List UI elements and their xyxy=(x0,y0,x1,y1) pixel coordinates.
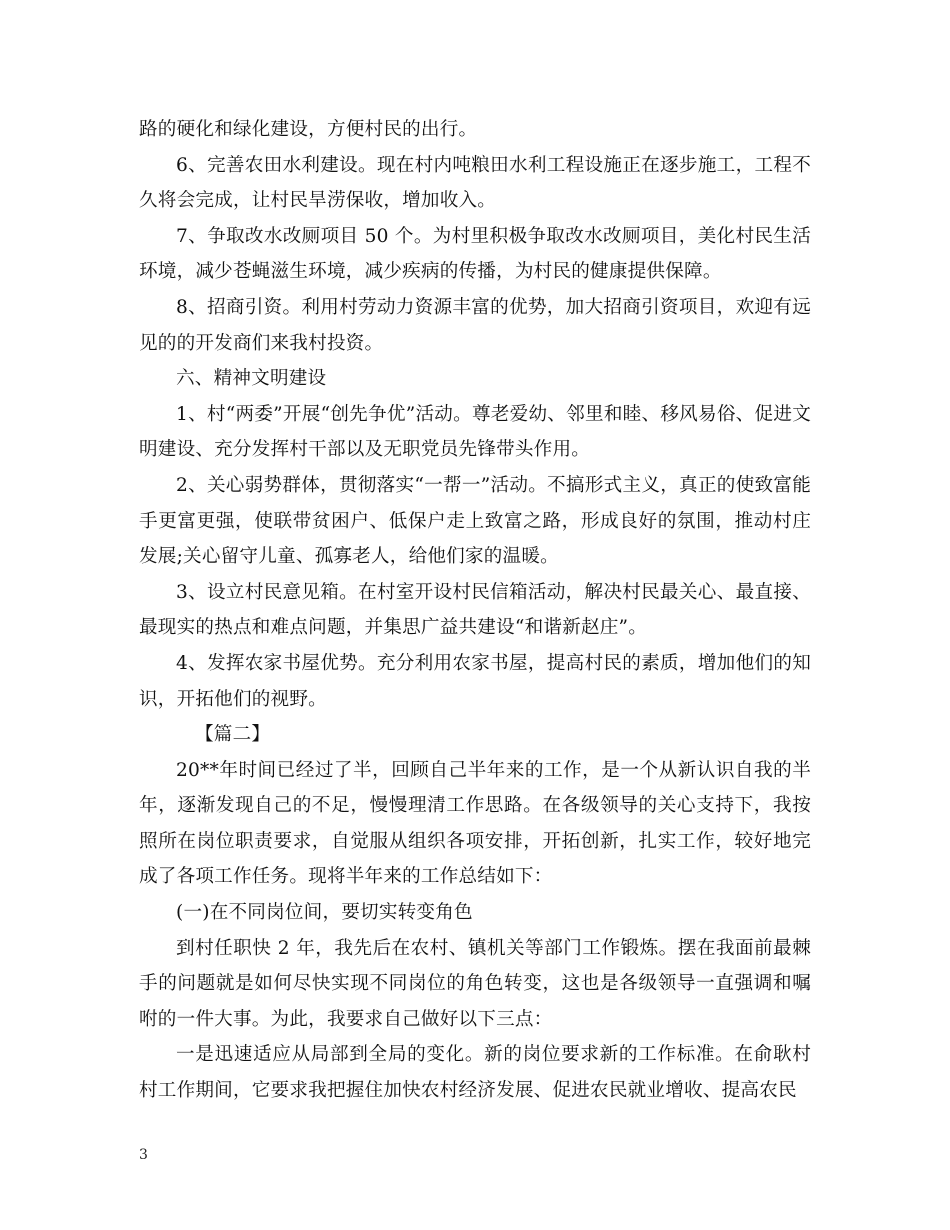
page-number: 3 xyxy=(139,1147,148,1163)
chapter-heading-part-two: 【篇二】 xyxy=(195,724,271,746)
document-body xyxy=(139,112,811,1109)
paragraph-3: 7、争取改水改厕项目 50 个。为村里积极争取改水改厕项目，美化村民生活环境，减少苍蝇滋生环境，减少疾病的传播，为村民的健康提供保障。 xyxy=(139,225,811,283)
paragraph-1: 路的硬化和绿化建设，方便村民的出行。 xyxy=(139,119,478,140)
paragraph-8: 3、设立村民意见箱。在村室开设村民信箱活动，解决村民最关心、最直接、最现实的热点和难点问题，并集思广益共建设“和谐新赵庄”。 xyxy=(139,581,811,639)
section-heading-six: 六、精神文明建设 xyxy=(176,368,327,390)
paragraph-13: 到村任职快 2 年，我先后在农村、镇机关等部门工作锻炼。摆在我面前最棘手的问题就是如何尽快实现不同岗位的角色转变，这也是各级领导一直强调和嘱咐的一件大事。为此，我要求自己做好以下三点： xyxy=(139,937,811,1030)
paragraph-11: 20**年时间已经过了半，回顾自己半年来的工作，是一个从新认识自我的半年，逐渐发现自己的不足，慢慢理清工作思路。在各级领导的关心支持下，我按照所在岗位职责要求，自觉服从组织各项安排，开拓创新，扎实工作，较好地完成了各项工作任务。现将半年来的工作总结如下： xyxy=(139,759,811,888)
paragraph-9: 4、发挥农家书屋优势。充分利用农家书屋，提高村民的素质，增加他们的知识，开拓他们的视野。 xyxy=(139,652,811,710)
paragraph-2: 6、完善农田水利建设。现在村内吨粮田水利工程设施正在逐步施工，工程不久将会完成，让村民旱涝保收，增加收入。 xyxy=(139,154,811,212)
subsection-heading-one: (一)在不同岗位间，要切实转变角色 xyxy=(176,902,473,924)
paragraph-6: 1、村“两委”开展“创先争优”活动。尊老爱幼、邻里和睦、移风易俗、促进文明建设、充分发挥村干部以及无职党员先锋带头作用。 xyxy=(139,403,811,461)
paragraph-14: 一是迅速适应从局部到全局的变化。新的岗位要求新的工作标准。在俞耿村村工作期间，它要求我把握住加快农村经济发展、促进农民就业增收、提高农民 xyxy=(139,1044,811,1102)
paragraph-7: 2、关心弱势群体，贯彻落实“一帮一”活动。不搞形式主义，真正的使致富能手更富更强，使联带贫困户、低保户走上致富之路，形成良好的氛围，推动村庄发展;关心留守儿童、孤寡老人，给他们家的温暖。 xyxy=(139,474,811,568)
paragraph-4: 8、招商引资。利用村劳动力资源丰富的优势，加大招商引资项目，欢迎有远见的的开发商们来我村投资。 xyxy=(139,296,811,354)
